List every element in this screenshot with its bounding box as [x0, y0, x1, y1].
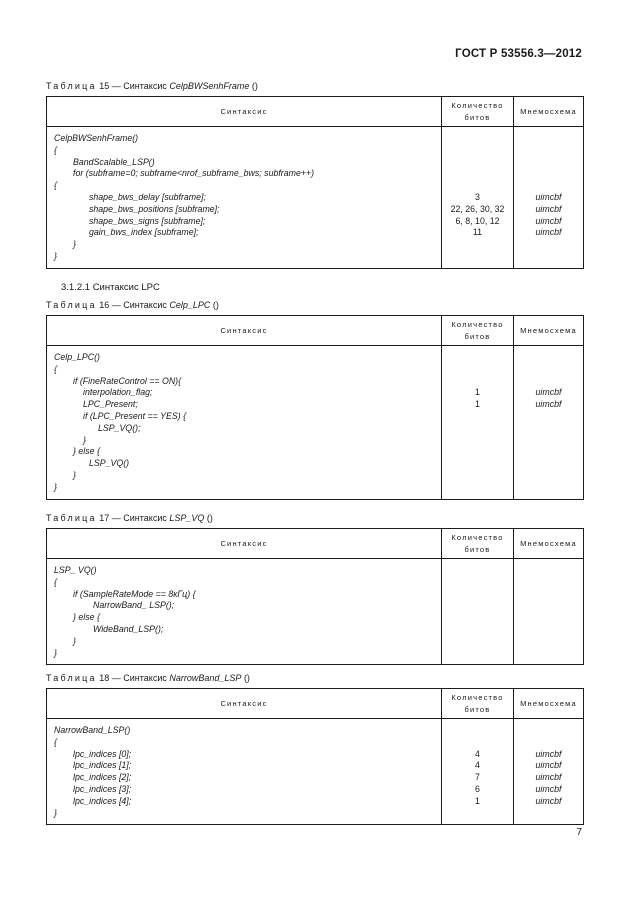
mnemonic-value: uimcbf	[535, 748, 562, 759]
code-line: if (LPC_Present == YES) {	[83, 410, 187, 421]
mnemonic-header: Мнемосхема	[514, 529, 584, 559]
mnemonic-value: uimcbf	[535, 227, 562, 238]
bits-header: Количество битов	[442, 97, 514, 127]
table-18-caption	[46, 673, 250, 683]
bits-value	[442, 133, 513, 145]
syntax-cell	[47, 559, 442, 665]
code-line: lpc_indices [0];	[73, 748, 132, 759]
syntax-cell	[47, 719, 442, 825]
bits-value	[442, 376, 513, 388]
bits-header: Количество битов	[442, 529, 514, 559]
caption-dash: —	[111, 81, 121, 91]
code-line: NarrowBand_ LSP();	[93, 600, 175, 611]
page-number: 7	[576, 827, 582, 838]
mnemonic-cell	[514, 346, 584, 500]
mnemonic-value: uimcbf	[535, 795, 562, 806]
mnemonic-value	[514, 352, 583, 364]
bits-value	[442, 737, 513, 749]
code-line: Celp_LPC()	[54, 352, 100, 362]
table-15-caption	[46, 81, 258, 91]
caption-name: LSP_VQ	[169, 513, 205, 523]
bits-value: 1	[475, 387, 480, 398]
caption-prefix: Синтаксис	[123, 300, 167, 310]
bits-value	[442, 157, 513, 169]
code-line: LSP_VQ()	[89, 458, 130, 469]
caption-prefix: Синтаксис	[123, 513, 167, 523]
mnemonic-value	[514, 725, 583, 737]
bits-value: 1	[475, 399, 480, 410]
code-line: } else {	[73, 446, 100, 457]
bits-value	[442, 364, 513, 376]
mnemonic-cell	[514, 559, 584, 665]
syntax-header: Синтаксис	[47, 529, 442, 559]
code-line: for (subframe=0; subframe<nrof_subframe_bws; subframe++)	[73, 168, 315, 179]
table-label: Таблица	[46, 300, 97, 310]
code-line: {	[54, 363, 57, 374]
bits-value: 22, 26, 30, 32	[450, 203, 505, 214]
code-line: BandScalable_LSP()	[73, 156, 155, 167]
bits-cell	[442, 127, 514, 269]
syntax-header: Синтаксис	[47, 689, 442, 719]
code-line: }	[54, 481, 57, 492]
code-line: }	[54, 807, 57, 818]
caption-name: Celp_LPC	[169, 300, 211, 310]
mnemonic-cell	[514, 719, 584, 825]
table-16	[46, 315, 584, 500]
mnemonic-value	[514, 737, 583, 749]
syntax-cell	[47, 346, 442, 500]
table-17	[46, 528, 584, 665]
mnemonic-value: uimcbf	[535, 772, 562, 783]
mnemonic-value: uimcbf	[535, 215, 562, 226]
code-line: }	[54, 647, 57, 658]
code-line: {	[54, 736, 57, 747]
code-line: }	[54, 250, 57, 261]
table-body-row	[47, 559, 584, 665]
table-number: 15	[99, 81, 110, 91]
code-line: shape_bws_delay [subframe];	[89, 191, 206, 202]
bits-value	[442, 180, 513, 192]
document-header: ГОСТ Р 53556.3—2012	[455, 48, 582, 60]
table-label: Таблица	[46, 673, 97, 683]
table-header-row	[47, 316, 584, 346]
table-body-row	[47, 346, 584, 500]
table-label: Таблица	[46, 81, 97, 91]
mnemonic-value: uimcbf	[535, 191, 562, 202]
bits-value: 4	[475, 748, 480, 759]
mnemonic-value	[514, 376, 583, 388]
bits-value: 1	[475, 795, 480, 806]
code-line: if (FineRateControl == ON){	[73, 375, 182, 386]
mnemonic-value: uimcbf	[535, 399, 562, 410]
code-line: LPC_Present;	[83, 399, 138, 410]
bits-value: 3	[475, 191, 480, 202]
caption-prefix: Синтаксис	[123, 673, 167, 683]
code-line: shape_bws_signs [subframe];	[89, 215, 206, 226]
table-body-row	[47, 719, 584, 825]
code-line: LSP_VQ();	[98, 422, 141, 433]
bits-value: 7	[475, 772, 480, 783]
caption-dash: —	[111, 513, 121, 523]
table-17-caption	[46, 513, 213, 523]
code-line: {	[54, 144, 57, 155]
bits-value: 6	[475, 783, 480, 794]
table-number: 17	[99, 513, 110, 523]
code-line: lpc_indices [3];	[73, 783, 132, 794]
bits-cell	[442, 346, 514, 500]
mnemonic-value: uimcbf	[535, 203, 562, 214]
table-body-row	[47, 127, 584, 269]
code-line: }	[73, 239, 76, 250]
bits-cell	[442, 719, 514, 825]
code-line: }	[83, 434, 86, 445]
caption-name: CelpBWSenhFrame	[169, 81, 250, 91]
code-line: lpc_indices [2];	[73, 772, 132, 783]
code-line: {	[54, 180, 57, 191]
mnemonic-header: Мнемосхема	[514, 689, 584, 719]
bits-header: Количество битов	[442, 316, 514, 346]
code-line: WideBand_LSP();	[93, 623, 164, 634]
code-line: if (SampleRateMode == 8кГц) {	[73, 588, 196, 599]
bits-header: Количество битов	[442, 689, 514, 719]
mnemonic-value	[514, 364, 583, 376]
mnemonic-header: Мнемосхема	[514, 316, 584, 346]
table-label: Таблица	[46, 513, 97, 523]
mnemonic-value	[514, 157, 583, 169]
code-line: NarrowBand_LSP()	[54, 725, 131, 735]
syntax-header: Синтаксис	[47, 316, 442, 346]
syntax-cell	[47, 127, 442, 269]
mnemonic-value: uimcbf	[535, 387, 562, 398]
code-line: {	[54, 576, 57, 587]
table-15	[46, 96, 584, 269]
mnemonic-header: Мнемосхема	[514, 97, 584, 127]
mnemonic-value	[514, 145, 583, 157]
code-line: }	[73, 635, 76, 646]
code-line: lpc_indices [4];	[73, 795, 132, 806]
bits-value	[442, 168, 513, 180]
caption-suffix: ()	[212, 300, 219, 310]
mnemonic-value	[514, 168, 583, 180]
bits-cell	[442, 559, 514, 665]
mnemonic-value: uimcbf	[535, 760, 562, 771]
code-line: lpc_indices [1];	[73, 760, 132, 771]
mnemonic-value	[514, 133, 583, 145]
bits-value: 6, 8, 10, 12	[455, 215, 500, 226]
code-line: CelpBWSenhFrame()	[54, 133, 139, 143]
code-line: shape_bws_positions [subframe];	[89, 203, 220, 214]
table-header-row	[47, 689, 584, 719]
bits-value	[442, 352, 513, 364]
caption-dash: —	[111, 300, 121, 310]
table-18	[46, 688, 584, 825]
caption-dash: —	[111, 673, 121, 683]
bits-value: 4	[475, 760, 480, 771]
mnemonic-cell	[514, 127, 584, 269]
table-number: 18	[99, 673, 110, 683]
syntax-header: Синтаксис	[47, 97, 442, 127]
table-16-caption	[46, 300, 219, 310]
table-header-row	[47, 529, 584, 559]
table-header-row	[47, 97, 584, 127]
code-line: }	[73, 469, 76, 480]
caption-name: NarrowBand_LSP	[169, 673, 242, 683]
mnemonic-value: uimcbf	[535, 783, 562, 794]
code-line: LSP_ VQ()	[54, 565, 97, 575]
caption-suffix: ()	[251, 81, 258, 91]
caption-prefix: Синтаксис	[123, 81, 167, 91]
bits-value: 11	[472, 227, 483, 238]
bits-value	[442, 725, 513, 737]
bits-value	[442, 145, 513, 157]
subsection-heading: 3.1.2.1 Синтаксис LPC	[61, 282, 160, 293]
caption-suffix: ()	[206, 513, 213, 523]
code-line: gain_bws_index [subframe];	[89, 227, 199, 238]
code-line: } else {	[73, 612, 100, 623]
code-line: interpolation_flag;	[83, 387, 153, 398]
caption-suffix: ()	[243, 673, 250, 683]
mnemonic-value	[514, 180, 583, 192]
table-number: 16	[99, 300, 110, 310]
